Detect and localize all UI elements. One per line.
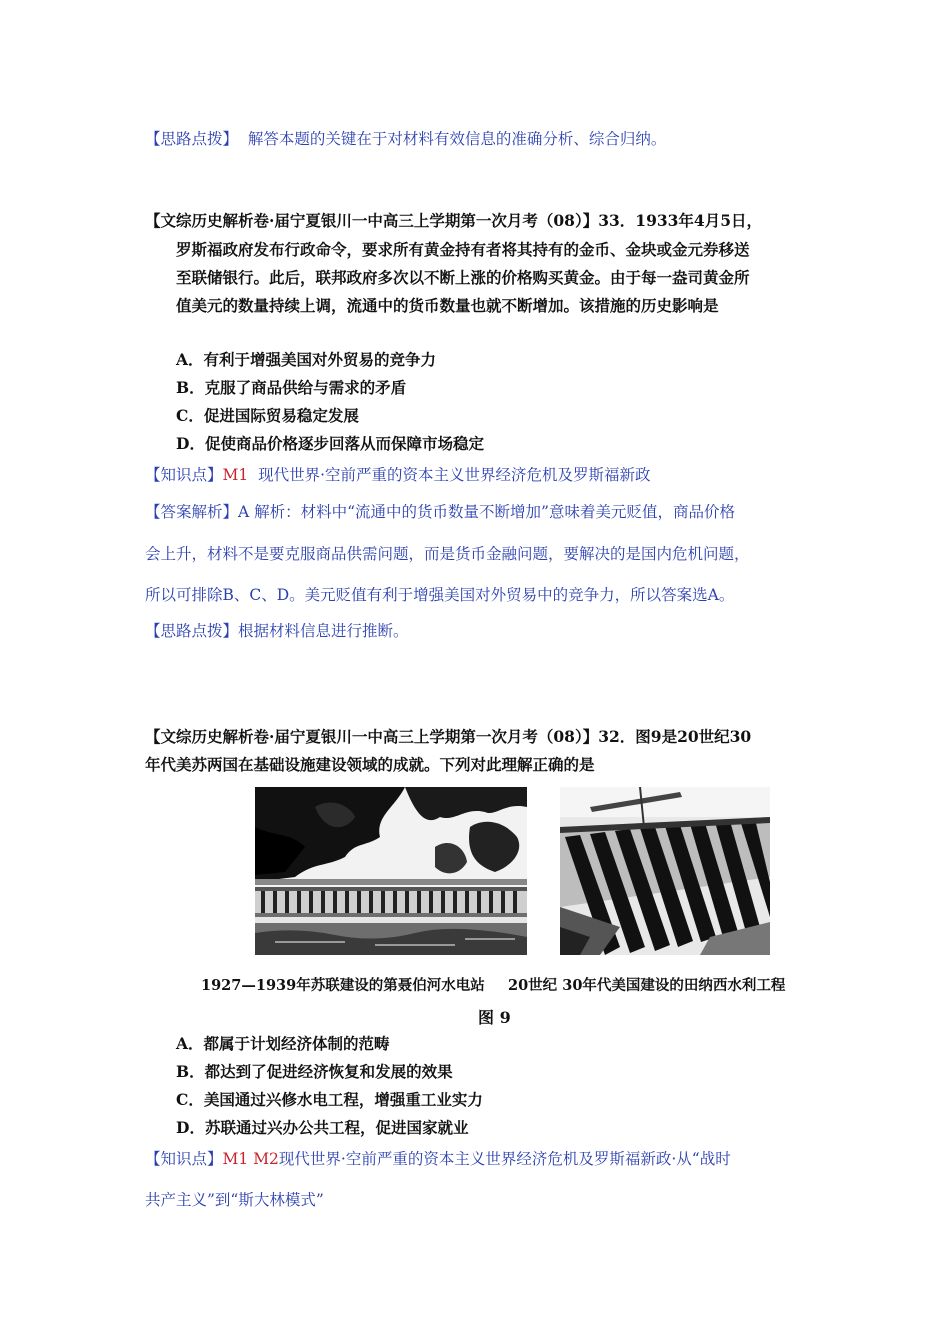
q33-option-d: D．促使商品价格逐步回落从而保障市场稳定	[176, 434, 484, 453]
kp-code-2: M2	[253, 1150, 279, 1168]
q33-option-c: C．促进国际贸易稳定发展	[176, 406, 359, 425]
hint-text: 根据材料信息进行推断。	[238, 622, 409, 640]
kp-text-1: 现代世界·空前严重的资本主义世界经济危机及罗斯福新政·从“战时	[278, 1150, 731, 1168]
q32-option-d: D．苏联通过兴办公共工程，促进国家就业	[176, 1118, 469, 1137]
q32-kp-line-2: 共产主义”到“斯大林模式”	[145, 1191, 324, 1209]
q33-hint	[145, 619, 409, 641]
q33-stem-line-1: 罗斯福政府发布行政命令，要求所有黄金持有者将其持有的金币、金块或金元券移送	[176, 240, 750, 259]
hint-line-1	[145, 127, 666, 149]
q33-answer-line-1	[145, 500, 735, 522]
caption-left: 1927—1939年苏联建设的第聂伯河水电站	[201, 977, 485, 994]
q33-answer-line-3: 所以可排除B、C、D。美元贬值有利于增强美国对外贸易中的竞争力，所以答案选A。	[145, 586, 735, 604]
hint-tag: 【思路点拨】	[145, 622, 239, 640]
q32-option-c: C．美国通过兴修水电工程，增强重工业实力	[176, 1090, 483, 1109]
q33-answer-line-2: 会上升，材料不是要克服商品供需问题，而是货币金融问题，要解决的是国内危机问题，	[145, 545, 750, 563]
kp-code: M1	[222, 466, 249, 484]
kp-tag: 【知识点】	[145, 1150, 223, 1168]
hint-tag: 【思路点拨】	[145, 130, 239, 148]
q32-stem-line-2: 年代美苏两国在基础设施建设领域的成就。下列对此理解正确的是	[145, 755, 595, 774]
caption-right: 20世纪 30年代美国建设的田纳西水利工程	[508, 977, 786, 994]
kp-code-1: M1	[222, 1150, 249, 1168]
dnieper-dam-photo	[255, 787, 527, 955]
hint-text: 解答本题的关键在于对材料有效信息的准确分析、综合归纳。	[247, 130, 667, 148]
answer-tag: 【答案解析】	[145, 503, 239, 521]
q33-option-a: A．有利于增强美国对外贸易的竞争力	[176, 350, 437, 369]
q32-knowledge-point	[145, 1147, 731, 1169]
q33-stem-line-3: 值美元的数量持续上调，流通中的货币数量也就不断增加。该措施的历史影响是	[176, 296, 719, 315]
q32-source: 【文综历史解析卷·届宁夏银川一中高三上学期第一次月考（08）】32．图9是20世纪30	[145, 727, 752, 746]
kp-tag: 【知识点】	[145, 466, 223, 484]
q33-knowledge-point	[145, 463, 651, 485]
q32-option-a: A．都属于计划经济体制的范畴	[176, 1034, 390, 1053]
q33-source: 【文综历史解析卷·届宁夏银川一中高三上学期第一次月考（08）】33．1933年4月5日，	[145, 211, 762, 230]
q33-stem-line-2: 至联储银行。此后，联邦政府多次以不断上涨的价格购买黄金。由于每一盎司黄金所	[176, 268, 750, 287]
q33-option-b: B．克服了商品供给与需求的矛盾	[176, 378, 407, 397]
tennessee-dam-photo	[560, 787, 770, 955]
kp-text: 现代世界·空前严重的资本主义世界经济危机及罗斯福新政	[258, 466, 651, 484]
answer-text-1: A 解析：材料中“流通中的货币数量不断增加”意味着美元贬值，商品价格	[238, 503, 735, 521]
figure-label: 图 9	[478, 1008, 511, 1027]
q32-option-b: B．都达到了促进经济恢复和发展的效果	[176, 1062, 453, 1081]
